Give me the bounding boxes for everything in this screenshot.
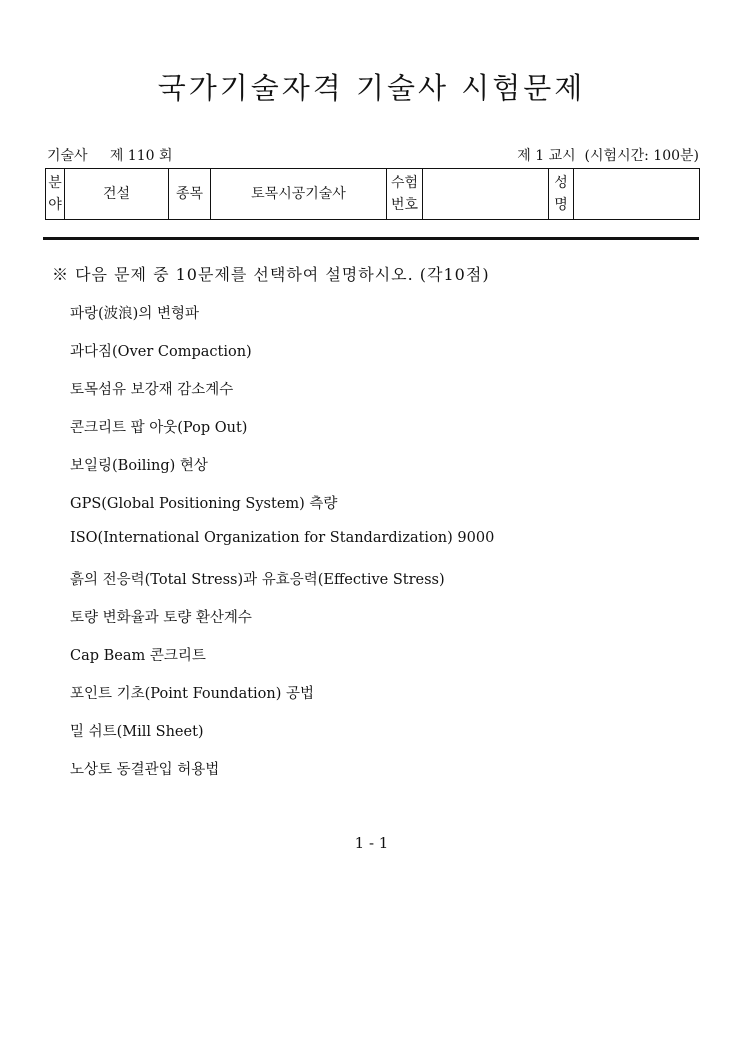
exam-number-label: 수험 번호 — [387, 169, 423, 220]
question-text: 토목섬유 보강재 감소계수 — [70, 382, 234, 398]
list-item — [0, 606, 252, 628]
question-text: 파랑(波浪)의 변형파 — [70, 306, 199, 322]
question-text: GPS(Global Positioning System) 측량 — [70, 496, 338, 512]
field-value: 건설 — [65, 169, 169, 220]
name-label: 성 명 — [549, 169, 574, 220]
exam-round: 기술사 제 110 회 — [47, 148, 173, 164]
question-text: 콘크리트 팝 아웃(Pop Out) — [70, 420, 248, 436]
list-item — [0, 758, 220, 780]
question-text: 보일링(Boiling) 현상 — [70, 458, 208, 474]
question-text: 과다짐(Over Compaction) — [70, 344, 252, 360]
list-item — [0, 378, 234, 400]
question-text: ISO(International Organization for Standardization) 9000 — [70, 530, 495, 546]
list-item — [0, 416, 248, 438]
item-label: 종목 — [169, 169, 211, 220]
exam-info-table — [45, 168, 700, 220]
question-text: 밀 쉬트(Mill Sheet) — [70, 724, 204, 740]
field-label: 분 야 — [46, 169, 65, 220]
list-item — [0, 454, 208, 476]
exam-session-info: 제 1 교시 (시험시간: 100분) — [517, 148, 699, 164]
list-item — [0, 340, 252, 362]
exam-number-field[interactable] — [423, 169, 549, 220]
question-text: 흙의 전응력(Total Stress)과 유효응력(Effective Stress) — [70, 572, 445, 588]
header-divider — [43, 237, 699, 240]
question-text: 노상토 동결관입 허용법 — [70, 762, 220, 778]
list-item — [0, 302, 199, 324]
list-item — [0, 720, 204, 742]
name-field[interactable] — [574, 169, 700, 220]
exam-meta-row — [47, 145, 699, 165]
instruction-text: ※ 다음 문제 중 10문제를 선택하여 설명하시오. (각10점) — [52, 265, 490, 284]
question-text: 포인트 기초(Point Foundation) 공법 — [70, 686, 315, 702]
list-item — [0, 492, 338, 514]
list-item — [0, 644, 206, 666]
question-text: Cap Beam 콘크리트 — [70, 648, 206, 664]
list-item — [0, 682, 315, 704]
list-item — [0, 530, 495, 552]
page-title: 국가기술자격 기술사 시험문제 — [157, 71, 586, 105]
item-value: 토목시공기술사 — [211, 169, 387, 220]
page-number: 1 - 1 — [354, 834, 389, 852]
list-item — [0, 568, 445, 590]
question-text: 토량 변화율과 토량 환산계수 — [70, 610, 252, 626]
